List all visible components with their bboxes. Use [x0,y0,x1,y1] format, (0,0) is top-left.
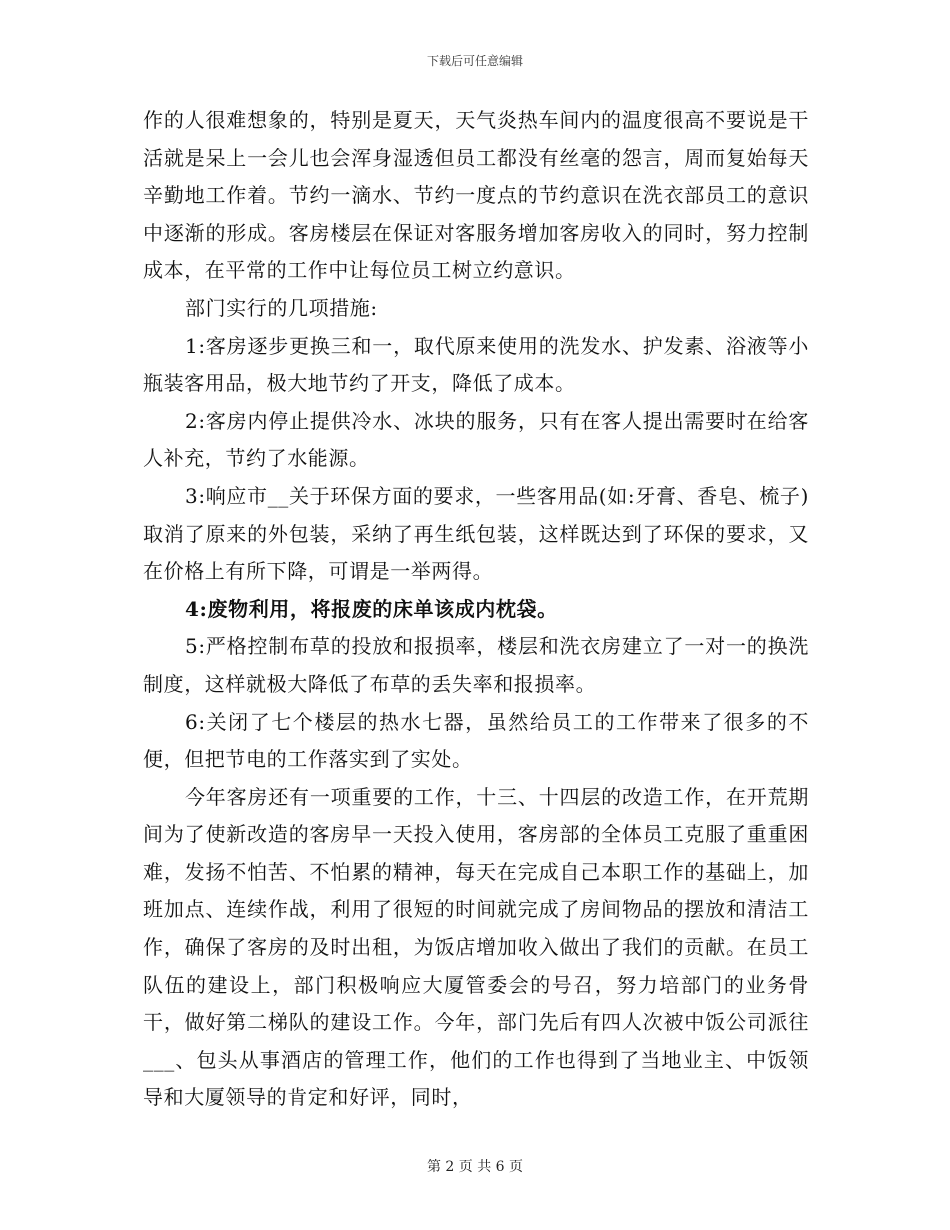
page-header: 下载后可任意编辑 [426,54,523,68]
paragraph-measure-3: 3:响应市__关于环保方面的要求，一些客用品(如:牙膏、香皂、梳子)取消了原来的外包装，采纳了再生纸包装，这样既达到了环保的要求，又在价格上有所下降，可谓是一举两得。 [143,483,809,584]
paragraph-continuation: 作的人很难想象的，特别是夏天，天气炎热车间内的温度很高不要说是干活就是呆上一会儿也会浑身湿透但员工都没有丝毫的怨言，周而复始每天辛勤地工作着。节约一滴水、节约一度点的节约意识在洗衣部员工的意识中逐渐的形成。客房楼层在保证对客服务增加客房收入的同时，努力控制成本，在平常的工作中让每位员工树立约意识。 [143,108,809,283]
document-body [143,102,809,1117]
paragraph-measure-5: 5:严格控制布草的投放和报损率，楼层和洗衣房建立了一对一的换洗制度，这样就极大降低了布草的丢失率和报损率。 [143,634,809,696]
paragraph-measure-1: 1:客房逐步更换三和一，取代原来使用的洗发水、护发素、浴液等小瓶装客用品，极大地节约了开支，降低了成本。 [143,333,809,396]
page-footer: 第 2 页 共 6 页 [426,1159,524,1175]
paragraph-renovation: 今年客房还有一项重要的工作，十三、十四层的改造工作，在开荒期间为了使新改造的客房早一天投入使用，客房部的全体员工克服了重重困难，发扬不怕苦、不怕累的精神，每天在完成自己本职工作的基础上，加班加点、连续作战，利用了很短的时间就完成了房间物品的摆放和清洁工作，确保了客房的及时出租，为饭店增加收入做出了我们的贡献。在员工队伍的建设上，部门积极响应大厦管委会的号召，努力培部门的业务骨干，做好第二梯队的建设工作。今年，部门先后有四人次被中饭公司派往___、包头从事酒店的管理工作，他们的工作也得到了当地业主、中饭领导和大厦领导的肯定和好评，同时， [143,784,809,1110]
paragraph-measure-2: 2:客房内停止提供冷水、冰块的服务，只有在客人提出需要时在给客人补充，节约了水能源。 [143,408,809,471]
paragraph-measures-heading: 部门实行的几项措施: [185,295,378,320]
paragraph-measure-4: 4:废物利用，将报废的床单该成内枕袋。 [185,596,558,621]
paragraph-measure-6: 6:关闭了七个楼层的热水七器，虽然给员工的工作带来了很多的不便，但把节电的工作落实到了实处。 [143,709,809,772]
